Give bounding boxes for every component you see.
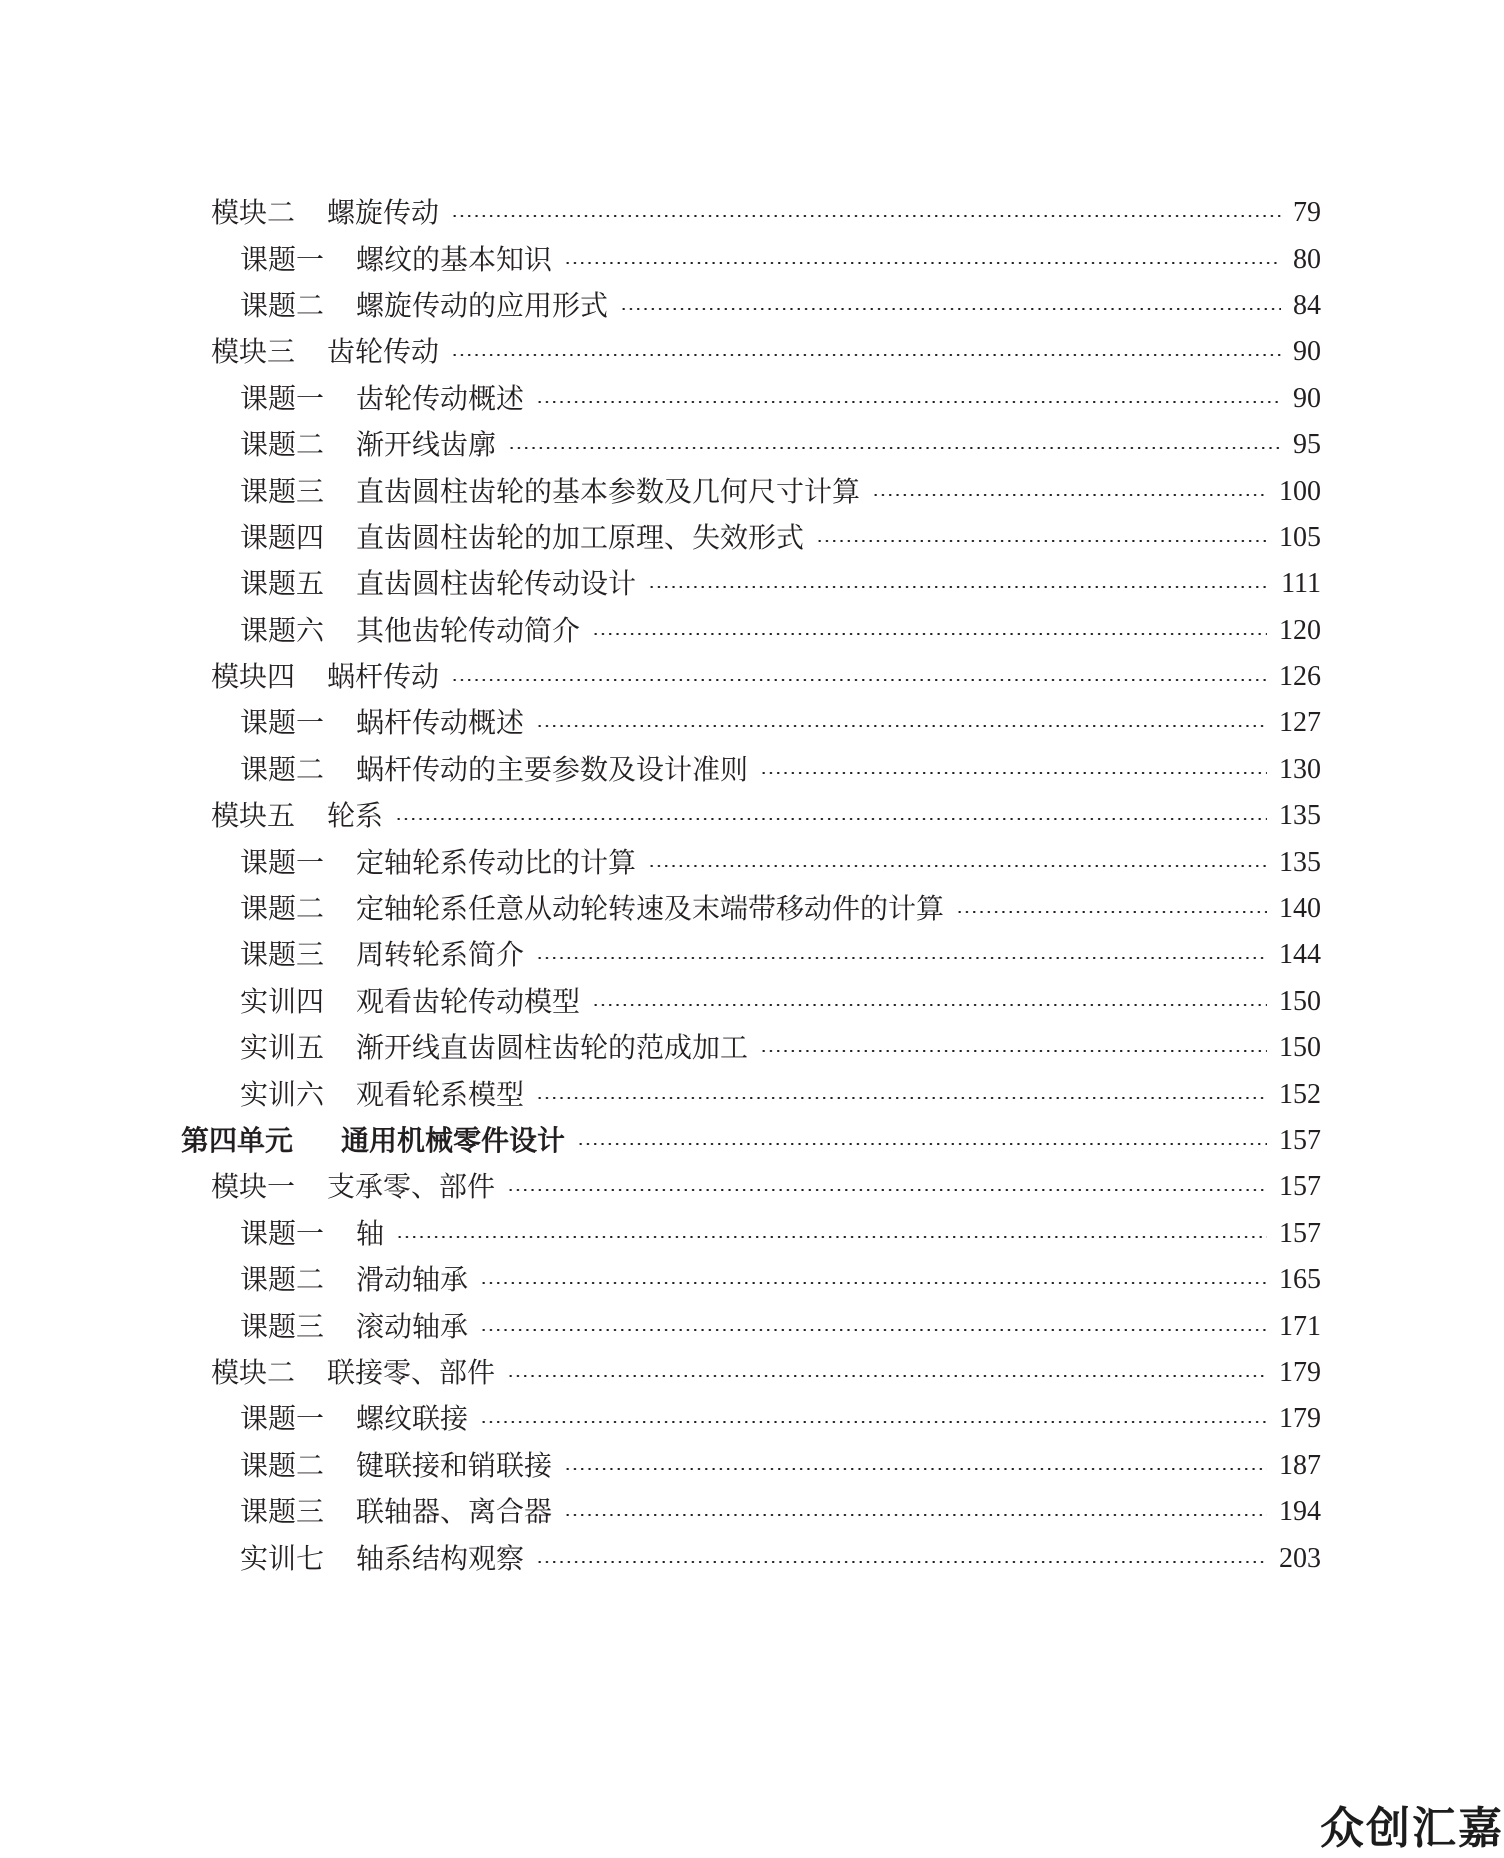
toc-entry-label: 实训七 (240, 1541, 325, 1575)
toc-entry-page-number: 100 (1279, 475, 1321, 507)
dot-leader (592, 633, 1267, 635)
toc-entry-title: 渐开线直齿圆柱齿轮的范成加工 (356, 1031, 749, 1065)
toc-entry-topic[interactable] (0, 561, 1504, 607)
toc-entry-title: 螺纹联接 (356, 1402, 469, 1436)
toc-entry-topic[interactable] (0, 1211, 1504, 1257)
dot-leader (872, 494, 1267, 496)
toc-entry-topic[interactable] (0, 700, 1504, 746)
toc-entry-page-number: 152 (1279, 1078, 1321, 1110)
toc-entry-module[interactable] (0, 1350, 1504, 1396)
toc-entry-module[interactable] (0, 329, 1504, 375)
table-of-contents (0, 190, 1504, 1582)
toc-entry-title: 定轴轮系任意从动轮转速及末端带移动件的计算 (356, 892, 945, 926)
toc-entry-topic[interactable] (0, 515, 1504, 561)
toc-entry-page-number: 144 (1279, 939, 1321, 971)
dot-leader (451, 354, 1281, 356)
toc-entry-label: 模块四 (211, 660, 296, 694)
toc-entry-topic[interactable] (0, 1443, 1504, 1489)
toc-entry-topic[interactable] (0, 1396, 1504, 1442)
toc-entry-label: 课题三 (240, 1309, 325, 1343)
toc-entry-page-number: 90 (1293, 382, 1321, 414)
toc-entry-title: 螺纹的基本知识 (356, 242, 553, 276)
toc-entry-page-number: 150 (1279, 985, 1321, 1017)
toc-entry-page-number: 203 (1279, 1542, 1321, 1574)
toc-entry-label: 课题一 (240, 1216, 325, 1250)
dot-leader (480, 1421, 1267, 1423)
dot-leader (620, 308, 1281, 310)
toc-entry-page-number: 105 (1279, 521, 1321, 553)
toc-entry-label: 课题一 (240, 706, 325, 740)
toc-entry-title: 蜗杆传动的主要参数及设计准则 (356, 752, 749, 786)
toc-entry-label: 课题一 (240, 381, 325, 415)
toc-entry-topic[interactable] (0, 1257, 1504, 1303)
toc-entry-page-number: 120 (1279, 614, 1321, 646)
dot-leader (451, 679, 1267, 681)
toc-entry-topic[interactable] (0, 422, 1504, 468)
toc-entry-title: 联接零、部件 (327, 1355, 496, 1389)
toc-entry-topic[interactable] (0, 608, 1504, 654)
toc-entry-title: 观看轮系模型 (356, 1077, 525, 1111)
toc-entry-label: 第四单元 (181, 1124, 294, 1157)
dot-leader (396, 1236, 1267, 1238)
toc-entry-topic[interactable] (0, 283, 1504, 329)
toc-entry-label: 课题二 (240, 428, 325, 462)
toc-entry-page-number: 179 (1279, 1403, 1321, 1435)
toc-entry-title: 定轴轮系传动比的计算 (356, 845, 637, 879)
toc-entry-label: 实训四 (240, 984, 325, 1018)
toc-entry-label: 课题三 (240, 474, 325, 508)
toc-entry-label: 课题二 (240, 1263, 325, 1297)
toc-entry-topic[interactable] (0, 747, 1504, 793)
toc-entry-title: 联轴器、离合器 (356, 1495, 553, 1529)
toc-entry-topic[interactable] (0, 1071, 1504, 1117)
toc-entry-topic[interactable] (0, 468, 1504, 514)
dot-leader (648, 865, 1267, 867)
toc-entry-label: 模块五 (211, 799, 296, 833)
toc-entry-title: 蜗杆传动概述 (356, 706, 525, 740)
toc-entry-title: 其他齿轮传动简介 (356, 613, 581, 647)
toc-entry-title: 轴 (356, 1216, 385, 1250)
dot-leader (760, 772, 1267, 774)
toc-entry-title: 支承零、部件 (327, 1170, 496, 1204)
toc-entry-page-number: 111 (1281, 568, 1321, 600)
toc-entry-page-number: 84 (1293, 289, 1321, 321)
toc-entry-page-number: 127 (1279, 707, 1321, 739)
toc-entry-page-number: 179 (1279, 1356, 1321, 1388)
toc-entry-label: 课题三 (240, 1495, 325, 1529)
toc-entry-label: 实训五 (240, 1031, 325, 1065)
toc-entry-unit[interactable] (0, 1118, 1504, 1164)
toc-entry-label: 模块三 (211, 335, 296, 369)
toc-entry-topic[interactable] (0, 979, 1504, 1025)
toc-entry-page-number: 187 (1279, 1449, 1321, 1481)
toc-entry-page-number: 135 (1279, 846, 1321, 878)
toc-entry-page-number: 135 (1279, 800, 1321, 832)
toc-entry-page-number: 157 (1279, 1171, 1321, 1203)
toc-entry-title: 螺旋传动 (327, 196, 440, 230)
toc-entry-topic[interactable] (0, 886, 1504, 932)
toc-entry-page-number: 95 (1293, 429, 1321, 461)
toc-entry-page-number: 130 (1279, 753, 1321, 785)
toc-entry-title: 齿轮传动 (327, 335, 440, 369)
toc-entry-title: 键联接和销联接 (356, 1448, 553, 1482)
toc-entry-label: 课题二 (240, 288, 325, 322)
toc-entry-label: 课题二 (240, 752, 325, 786)
toc-entry-label: 模块二 (211, 196, 296, 230)
toc-entry-title: 轮系 (327, 799, 384, 833)
toc-entry-label: 模块二 (211, 1355, 296, 1389)
toc-entry-page-number: 157 (1279, 1125, 1321, 1156)
toc-entry-title: 轴系结构观察 (356, 1541, 525, 1575)
toc-entry-label: 实训六 (240, 1077, 325, 1111)
toc-entry-page-number: 157 (1279, 1217, 1321, 1249)
dot-leader (564, 262, 1281, 264)
toc-entry-title: 渐开线齿廓 (356, 428, 497, 462)
toc-entry-topic[interactable] (0, 1303, 1504, 1349)
dot-leader (507, 1375, 1267, 1377)
toc-entry-page-number: 171 (1279, 1310, 1321, 1342)
dot-leader (816, 540, 1267, 542)
watermark-logo: 众创汇嘉 (1320, 1803, 1504, 1854)
toc-entry-page-number: 79 (1293, 197, 1321, 229)
dot-leader (592, 1004, 1267, 1006)
toc-entry-title: 齿轮传动概述 (356, 381, 525, 415)
dot-leader (536, 401, 1281, 403)
dot-leader (564, 1468, 1267, 1470)
dot-leader (577, 1143, 1267, 1145)
toc-entry-module[interactable] (0, 793, 1504, 839)
dot-leader (480, 1329, 1267, 1331)
toc-entry-topic[interactable] (0, 236, 1504, 282)
toc-entry-title: 直齿圆柱齿轮的加工原理、失效形式 (356, 520, 805, 554)
dot-leader (536, 725, 1267, 727)
dot-leader (536, 1561, 1267, 1563)
toc-entry-topic[interactable] (0, 932, 1504, 978)
toc-entry-topic[interactable] (0, 839, 1504, 885)
toc-entry-label: 模块一 (211, 1170, 296, 1204)
toc-entry-label: 课题三 (240, 938, 325, 972)
toc-entry-label: 课题五 (240, 567, 325, 601)
toc-entry-title: 蜗杆传动 (327, 660, 440, 694)
toc-entry-module[interactable] (0, 654, 1504, 700)
dot-leader (480, 1282, 1267, 1284)
dot-leader (507, 1189, 1267, 1191)
toc-entry-page-number: 90 (1293, 336, 1321, 368)
toc-entry-page-number: 80 (1293, 243, 1321, 275)
dot-leader (508, 447, 1281, 449)
toc-entry-topic[interactable] (0, 1489, 1504, 1535)
toc-entry-label: 课题一 (240, 242, 325, 276)
toc-entry-topic[interactable] (0, 376, 1504, 422)
dot-leader (536, 1097, 1267, 1099)
dot-leader (536, 957, 1267, 959)
dot-leader (451, 215, 1281, 217)
toc-entry-title: 螺旋传动的应用形式 (356, 288, 609, 322)
dot-leader (760, 1050, 1267, 1052)
toc-entry-title: 观看齿轮传动模型 (356, 984, 581, 1018)
toc-entry-title: 通用机械零件设计 (341, 1124, 566, 1157)
toc-entry-page-number: 140 (1279, 893, 1321, 925)
toc-entry-label: 课题二 (240, 892, 325, 926)
toc-entry-label: 课题一 (240, 845, 325, 879)
toc-entry-title: 滑动轴承 (356, 1263, 469, 1297)
toc-entry-label: 课题四 (240, 520, 325, 554)
toc-entry-page-number: 165 (1279, 1264, 1321, 1296)
dot-leader (564, 1514, 1267, 1516)
dot-leader (648, 586, 1269, 588)
toc-entry-label: 课题二 (240, 1448, 325, 1482)
toc-entry-label: 课题六 (240, 613, 325, 647)
toc-entry-page-number: 194 (1279, 1496, 1321, 1528)
toc-entry-label: 课题一 (240, 1402, 325, 1436)
toc-entry-title: 滚动轴承 (356, 1309, 469, 1343)
toc-entry-module[interactable] (0, 190, 1504, 236)
toc-entry-title: 周转轮系简介 (356, 938, 525, 972)
toc-entry-topic[interactable] (0, 1025, 1504, 1071)
dot-leader (395, 818, 1267, 820)
toc-entry-page-number: 126 (1279, 661, 1321, 693)
toc-entry-topic[interactable] (0, 1535, 1504, 1581)
toc-entry-module[interactable] (0, 1164, 1504, 1210)
toc-entry-title: 直齿圆柱齿轮传动设计 (356, 567, 637, 601)
dot-leader (956, 911, 1267, 913)
toc-entry-title: 直齿圆柱齿轮的基本参数及几何尺寸计算 (356, 474, 861, 508)
toc-entry-page-number: 150 (1279, 1032, 1321, 1064)
